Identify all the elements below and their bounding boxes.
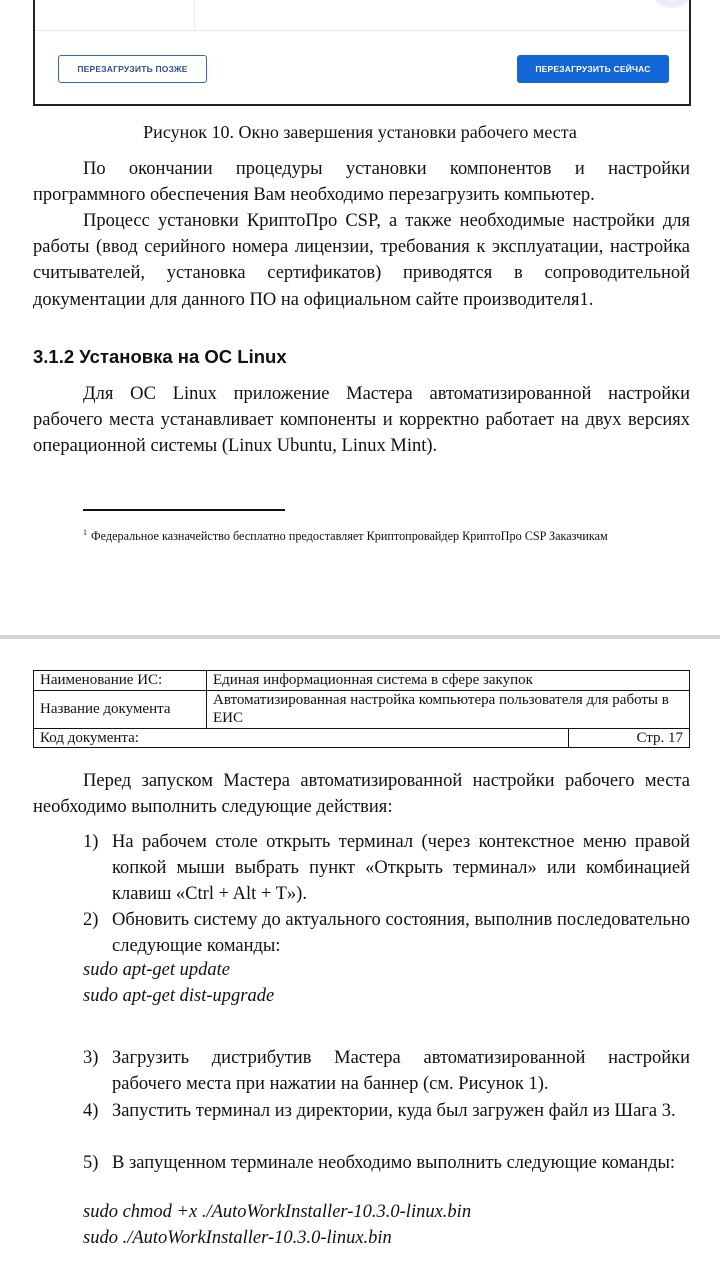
list-item-text: Запустить терминал из директории, куда был загружен файл из Шага 3. <box>112 1101 676 1121</box>
window-divider <box>35 30 689 31</box>
command-line: sudo chmod +x ./AutoWorkInstaller-10.3.0-linux.bin <box>83 1202 472 1222</box>
page-number: Стр. 17 <box>569 728 690 748</box>
table-row <box>34 690 690 728</box>
list-item <box>83 907 690 959</box>
footnote <box>83 528 693 544</box>
window-column-divider <box>194 0 195 30</box>
list-item <box>83 1098 690 1124</box>
decorative-shape <box>655 0 689 8</box>
figure-caption: Рисунок 10. Окно завершения установки рабочего места <box>143 122 577 142</box>
paragraph-cryptopro: Процесс установки КриптоПро CSP, а также необходимые настройки для работы (ввод серийного номера лицензии, требования к эксплуатации, настройка считывателей, установка сертификатов) приводятся в сопроводительной документации для данного ПО на официальном сайте производителя1. <box>33 211 690 310</box>
command-line: sudo ./AutoWorkInstaller-10.3.0-linux.bin <box>83 1228 392 1248</box>
footnote-text: Федеральное казначейство бесплатно предоставляет Криптопровайдер КриптоПро CSP Заказчикам <box>91 529 608 543</box>
table-cell-value: Автоматизированная настройка компьютера пользователя для работы в ЕИС <box>207 690 690 728</box>
list-number: 2) <box>83 910 99 930</box>
restart-now-button[interactable]: ПЕРЕЗАГРУЗИТЬ СЕЙЧАС <box>517 55 669 83</box>
list-item-text: Загрузить дистрибутив Мастера автоматизированной настройки рабочего места при нажатии на баннер (см. Рисунок 1). <box>112 1048 690 1095</box>
list-item-text: На рабочем столе открыть терминал (через контекстное меню правой копкой мыши выбрать пункт «Открыть терминал» или комбинацией клавиш «Ctrl + Alt + T»). <box>112 832 690 905</box>
restart-later-button[interactable]: ПЕРЕЗАГРУЗИТЬ ПОЗЖЕ <box>58 55 207 83</box>
paragraph-intro: Перед запуском Мастера автоматизированной настройки рабочего места необходимо выполнить следующие действия: <box>33 771 690 818</box>
table-cell-label: Название документа <box>34 690 207 728</box>
command-line: sudo apt-get update <box>83 960 230 980</box>
table-row <box>34 671 690 691</box>
installer-window-screenshot <box>33 0 691 106</box>
table-cell-value: Единая информационная система в сфере закупок <box>207 671 690 691</box>
list-number: 4) <box>83 1101 99 1121</box>
section-heading: 3.1.2 Установка на ОС Linux <box>33 346 287 367</box>
list-number: 1) <box>83 832 99 852</box>
table-cell-label: Наименование ИС: <box>34 671 207 691</box>
table-cell-label: Код документа: <box>34 728 569 748</box>
page-separator <box>0 635 720 639</box>
list-item-text: Обновить систему до актуального состояния, выполнив последовательно следующие команды: <box>112 910 690 957</box>
paragraph-linux: Для ОС Linux приложение Мастера автоматизированной настройки рабочего места устанавливает компоненты и корректно работает на двух версиях операционной системы (Linux Ubuntu, Linux Mint). <box>33 384 690 457</box>
paragraph-restart: По окончании процедуры установки компонентов и настройки программного обеспечения Вам необходимо перезагрузить компьютер. <box>33 159 690 206</box>
list-item-text: В запущенном терминале необходимо выполнить следующие команды: <box>112 1153 676 1173</box>
footnote-rule <box>83 509 285 511</box>
document-header-table <box>33 670 690 748</box>
list-item <box>83 1045 690 1097</box>
list-number: 5) <box>83 1153 99 1173</box>
command-line: sudo apt-get dist-upgrade <box>83 986 275 1006</box>
table-row <box>34 728 690 748</box>
footnote-marker: 1 <box>83 528 87 537</box>
list-number: 3) <box>83 1048 99 1068</box>
list-item <box>83 1150 690 1176</box>
list-item <box>83 829 690 908</box>
